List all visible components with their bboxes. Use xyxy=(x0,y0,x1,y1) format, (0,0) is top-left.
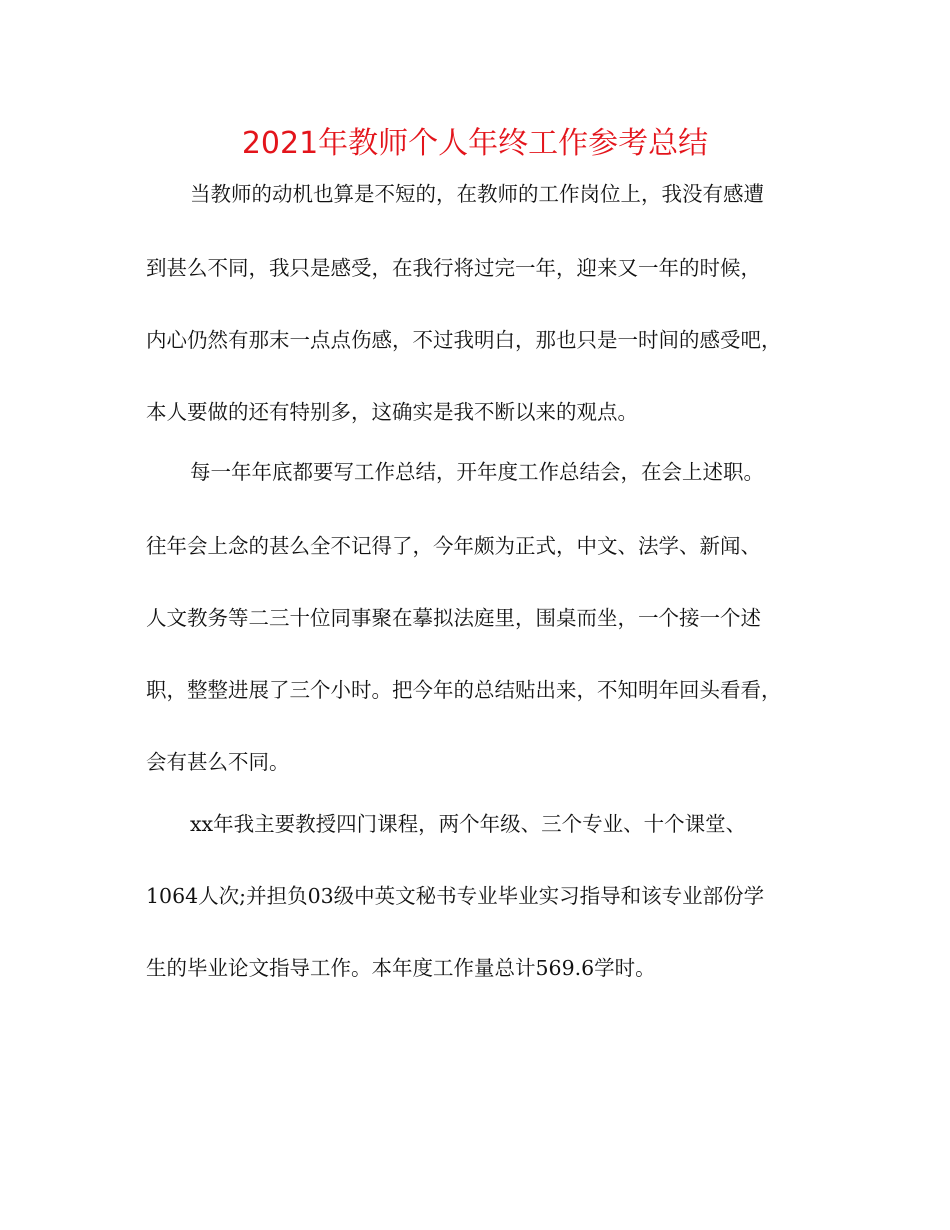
paragraph-3-line-1: xx年我主要教授四门课程，两个年级、三个专业、十个课堂、 xyxy=(190,812,747,836)
paragraph-1-line-1: 当教师的动机也算是不短的，在教师的工作岗位上，我没有感遭 xyxy=(190,182,764,206)
paragraph-1-line-2: 到甚么不同，我只是感受，在我行将过完一年，迎来又一年的时候， xyxy=(146,256,761,280)
paragraph-2-line-4: 职，整整进展了三个小时。把今年的总结贴出来，不知明年回头看看， xyxy=(146,678,782,702)
paragraph-1-line-4: 本人要做的还有特别多，这确实是我不断以来的观点。 xyxy=(146,400,638,424)
paragraph-3-line-3: 生的毕业论文指导工作。本年度工作量总计569.6学时。 xyxy=(146,956,656,980)
document-body xyxy=(146,0,808,1230)
paragraph-2-line-2: 往年会上念的甚么全不记得了，今年颇为正式，中文、法学、新闻、 xyxy=(146,534,761,558)
paragraph-3-line-2: 1064人次;并担负03级中英文秘书专业毕业实习指导和该专业部份学 xyxy=(146,884,765,908)
document-title: 2021年教师个人年终工作参考总结 xyxy=(241,126,709,161)
paragraph-2-line-1: 每一年年底都要写工作总结，开年度工作总结会，在会上述职。 xyxy=(190,460,764,484)
paragraph-1-line-3: 内心仍然有那末一点点伤感，不过我明白，那也只是一时间的感受吧， xyxy=(146,328,782,352)
paragraph-2-line-3: 人文教务等二三十位同事聚在摹拟法庭里，围桌而坐，一个接一个述 xyxy=(146,606,761,630)
paragraph-2-line-5: 会有甚么不同。 xyxy=(146,750,290,774)
